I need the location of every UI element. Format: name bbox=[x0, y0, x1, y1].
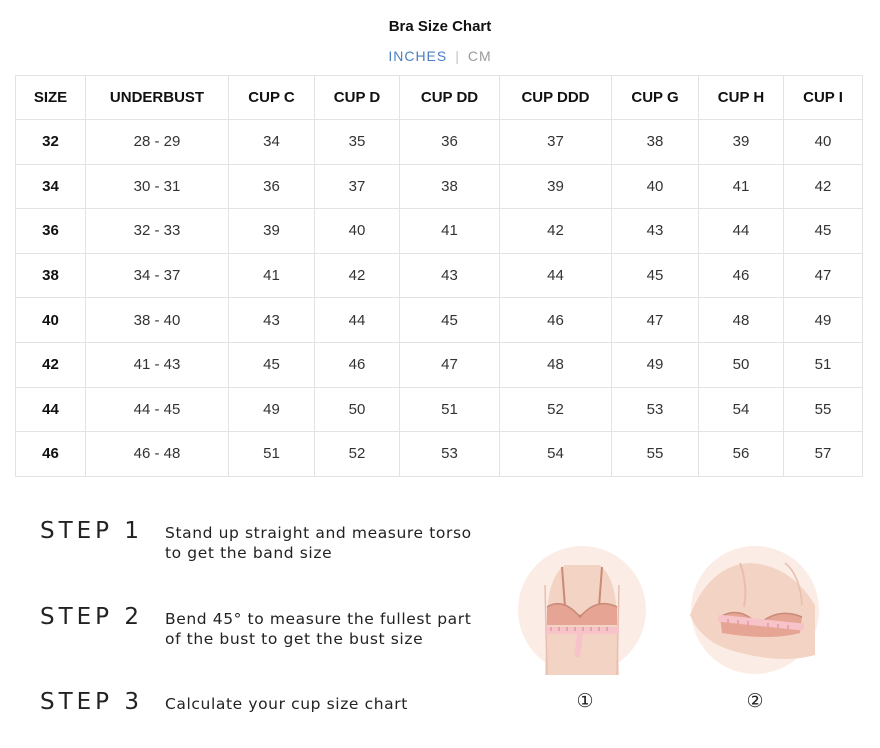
cup-value-cell: 56 bbox=[699, 432, 784, 477]
size-cell: 32 bbox=[16, 120, 86, 165]
step-label: STEP 2 bbox=[40, 604, 143, 630]
size-cell: 34 bbox=[16, 164, 86, 209]
cup-value-cell: 43 bbox=[612, 209, 699, 254]
cup-value-cell: 55 bbox=[612, 432, 699, 477]
cup-value-cell: 54 bbox=[500, 432, 612, 477]
cup-value-cell: 40 bbox=[315, 209, 400, 254]
step-text-line: of the bust to get the bust size bbox=[165, 630, 424, 648]
cup-value-cell: 51 bbox=[229, 432, 315, 477]
cup-value-cell: 41 bbox=[229, 253, 315, 298]
cup-value-cell: 48 bbox=[699, 298, 784, 343]
cup-value-cell: 42 bbox=[315, 253, 400, 298]
table-body bbox=[16, 120, 863, 477]
column-header: CUP DD bbox=[400, 76, 500, 120]
measure-bust-illustration bbox=[690, 545, 820, 675]
table-row bbox=[16, 164, 863, 209]
unit-toggle bbox=[0, 48, 880, 64]
cup-value-cell: 54 bbox=[699, 387, 784, 432]
cup-value-cell: 38 bbox=[612, 120, 699, 165]
cup-value-cell: 42 bbox=[500, 209, 612, 254]
cup-value-cell: 37 bbox=[315, 164, 400, 209]
cup-value-cell: 51 bbox=[784, 342, 863, 387]
step-instructions bbox=[165, 523, 495, 563]
cup-value-cell: 46 bbox=[500, 298, 612, 343]
cup-value-cell: 36 bbox=[229, 164, 315, 209]
chart-title: Bra Size Chart bbox=[388, 18, 492, 35]
cup-value-cell: 44 bbox=[699, 209, 784, 254]
underbust-cell: 41 - 43 bbox=[86, 342, 229, 387]
step-label: STEP 1 bbox=[40, 518, 143, 544]
underbust-cell: 34 - 37 bbox=[86, 253, 229, 298]
unit-separator: | bbox=[455, 48, 460, 64]
cup-value-cell: 45 bbox=[784, 209, 863, 254]
cup-value-cell: 48 bbox=[500, 342, 612, 387]
cup-value-cell: 45 bbox=[612, 253, 699, 298]
column-header: CUP D bbox=[315, 76, 400, 120]
size-cell: 44 bbox=[16, 387, 86, 432]
underbust-cell: 30 - 31 bbox=[86, 164, 229, 209]
cup-value-cell: 55 bbox=[784, 387, 863, 432]
cup-value-cell: 53 bbox=[612, 387, 699, 432]
column-header: CUP C bbox=[229, 76, 315, 120]
cup-value-cell: 39 bbox=[699, 120, 784, 165]
column-header: SIZE bbox=[16, 76, 86, 120]
cup-value-cell: 45 bbox=[400, 298, 500, 343]
underbust-cell: 38 - 40 bbox=[86, 298, 229, 343]
cup-value-cell: 47 bbox=[612, 298, 699, 343]
cup-value-cell: 50 bbox=[699, 342, 784, 387]
measure-band-illustration bbox=[517, 545, 647, 675]
cup-value-cell: 35 bbox=[315, 120, 400, 165]
column-header: UNDERBUST bbox=[86, 76, 229, 120]
cup-value-cell: 51 bbox=[400, 387, 500, 432]
cup-value-cell: 52 bbox=[315, 432, 400, 477]
size-cell: 42 bbox=[16, 342, 86, 387]
column-header: CUP H bbox=[699, 76, 784, 120]
table-row bbox=[16, 298, 863, 343]
step-number-badge: ① bbox=[576, 690, 594, 712]
unit-inches-tab[interactable]: INCHES bbox=[388, 48, 448, 64]
cup-value-cell: 38 bbox=[400, 164, 500, 209]
step-number-badge: ② bbox=[746, 690, 764, 712]
underbust-cell: 32 - 33 bbox=[86, 209, 229, 254]
cup-value-cell: 40 bbox=[784, 120, 863, 165]
cup-value-cell: 45 bbox=[229, 342, 315, 387]
cup-value-cell: 57 bbox=[784, 432, 863, 477]
cup-value-cell: 39 bbox=[500, 164, 612, 209]
underbust-cell: 28 - 29 bbox=[86, 120, 229, 165]
cup-value-cell: 49 bbox=[784, 298, 863, 343]
cup-value-cell: 39 bbox=[229, 209, 315, 254]
cup-value-cell: 46 bbox=[315, 342, 400, 387]
cup-value-cell: 34 bbox=[229, 120, 315, 165]
table-row bbox=[16, 209, 863, 254]
cup-value-cell: 43 bbox=[229, 298, 315, 343]
step-text-line: to get the band size bbox=[165, 544, 333, 562]
size-cell: 46 bbox=[16, 432, 86, 477]
step-text-line: Stand up straight and measure torso bbox=[165, 524, 472, 542]
size-cell: 40 bbox=[16, 298, 86, 343]
cup-value-cell: 41 bbox=[699, 164, 784, 209]
size-table bbox=[15, 75, 863, 477]
column-header: CUP I bbox=[784, 76, 863, 120]
table-header-row bbox=[16, 76, 863, 120]
cup-value-cell: 47 bbox=[784, 253, 863, 298]
step-label: STEP 3 bbox=[40, 689, 143, 715]
step-text-line: Calculate your cup size chart bbox=[165, 695, 408, 713]
table-row bbox=[16, 253, 863, 298]
column-header: CUP DDD bbox=[500, 76, 612, 120]
cup-value-cell: 49 bbox=[612, 342, 699, 387]
cup-value-cell: 52 bbox=[500, 387, 612, 432]
step-instructions bbox=[165, 609, 495, 649]
underbust-cell: 44 - 45 bbox=[86, 387, 229, 432]
cup-value-cell: 53 bbox=[400, 432, 500, 477]
cup-value-cell: 37 bbox=[500, 120, 612, 165]
cup-value-cell: 44 bbox=[500, 253, 612, 298]
cup-value-cell: 47 bbox=[400, 342, 500, 387]
cup-value-cell: 42 bbox=[784, 164, 863, 209]
cup-value-cell: 46 bbox=[699, 253, 784, 298]
cup-value-cell: 50 bbox=[315, 387, 400, 432]
size-cell: 38 bbox=[16, 253, 86, 298]
table-row bbox=[16, 120, 863, 165]
step-text-line: Bend 45° to measure the fullest part bbox=[165, 610, 472, 628]
cup-value-cell: 41 bbox=[400, 209, 500, 254]
cup-value-cell: 49 bbox=[229, 387, 315, 432]
size-cell: 36 bbox=[16, 209, 86, 254]
table-row bbox=[16, 342, 863, 387]
cup-value-cell: 40 bbox=[612, 164, 699, 209]
cup-value-cell: 43 bbox=[400, 253, 500, 298]
table-row bbox=[16, 432, 863, 477]
step-instructions bbox=[165, 694, 495, 714]
table-row bbox=[16, 387, 863, 432]
column-header: CUP G bbox=[612, 76, 699, 120]
cup-value-cell: 36 bbox=[400, 120, 500, 165]
unit-cm-tab[interactable]: CM bbox=[467, 48, 492, 64]
underbust-cell: 46 - 48 bbox=[86, 432, 229, 477]
cup-value-cell: 44 bbox=[315, 298, 400, 343]
